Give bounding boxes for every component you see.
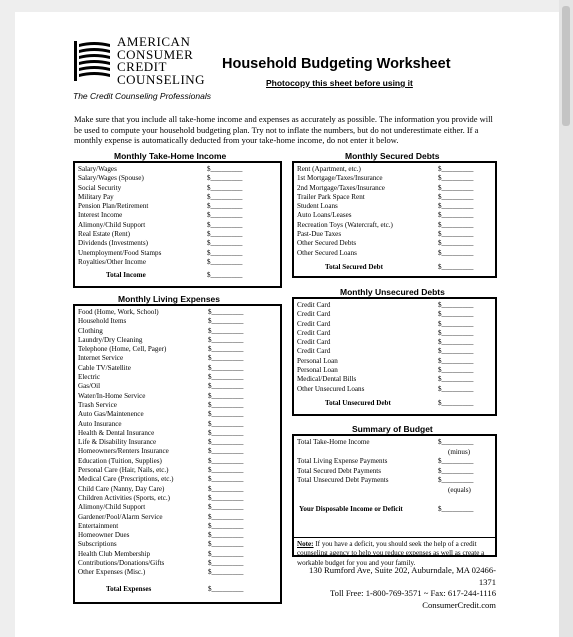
amount-blank: $_________ xyxy=(438,398,474,407)
line-item-row xyxy=(297,184,492,193)
amount-blank: $_________ xyxy=(208,419,244,428)
line-item-label: Credit Card xyxy=(297,310,331,319)
summary-rows xyxy=(297,438,492,515)
line-item-label: Auto Insurance xyxy=(78,419,122,428)
line-item-row xyxy=(78,438,277,447)
line-item-label: Salary/Wages (Spouse) xyxy=(78,174,144,183)
line-item-row xyxy=(297,174,492,183)
amount-blank: $_________ xyxy=(207,271,243,280)
line-item-label: Student Loans xyxy=(297,202,338,211)
total-label: Total Income xyxy=(106,271,146,280)
line-item-row xyxy=(78,211,277,220)
amount-blank: $_________ xyxy=(208,475,244,484)
unsecured-box xyxy=(292,297,497,416)
line-item-label: Gardener/Pool/Alarm Service xyxy=(78,512,163,521)
line-item-label: Credit Card xyxy=(297,328,331,337)
intro-paragraph: Make sure that you include all take-home income and expenses as accurately as possible. The information you provide will be used to compute your household budgeting plan. Try not to inflate the numbers, but do not underestimate either. If a monthly expense is automatically deducted from your take-home income, do not enter it below. xyxy=(74,114,493,146)
amount-blank: $_________ xyxy=(438,248,474,257)
line-item-label: Health Club Membership xyxy=(78,549,151,558)
line-item-row xyxy=(297,320,492,329)
line-item-label: Homeowners/Renters Insurance xyxy=(78,447,169,456)
total-row xyxy=(78,585,277,594)
amount-blank: $_________ xyxy=(208,456,244,465)
line-item-row xyxy=(297,211,492,220)
line-item-row xyxy=(78,327,277,336)
amount-blank: $_________ xyxy=(208,493,244,502)
line-item-label: Royalties/Other Income xyxy=(78,257,146,266)
amount-blank: $_________ xyxy=(438,438,474,446)
summary-row xyxy=(297,486,492,496)
amount-blank: $_________ xyxy=(438,476,474,484)
line-item-label: Military Pay xyxy=(78,192,114,201)
summary-minus-label: (minus) xyxy=(448,447,471,456)
line-item-label: Clothing xyxy=(78,326,103,335)
amount-blank: $_________ xyxy=(438,375,474,384)
line-item-label: Subscriptions xyxy=(78,540,117,549)
unsecured-rows xyxy=(297,301,492,408)
line-item-label: Dividends (Investments) xyxy=(78,239,148,248)
line-item-row xyxy=(78,373,277,382)
note-label: Note: xyxy=(297,540,314,548)
total-row xyxy=(78,271,277,280)
line-item-row xyxy=(78,221,277,230)
amount-blank: $_________ xyxy=(208,584,244,593)
line-item-row xyxy=(78,308,277,317)
line-item-label: Entertainment xyxy=(78,521,119,530)
summary-row xyxy=(297,457,492,467)
line-item-row xyxy=(297,329,492,338)
line-item-row xyxy=(78,410,277,419)
line-item-label: Education (Tuition, Supplies) xyxy=(78,456,162,465)
amount-blank: $_________ xyxy=(438,183,474,192)
amount-blank: $_________ xyxy=(438,319,474,328)
summary-note xyxy=(297,540,495,568)
line-item-label: Homeowner Dues xyxy=(78,531,130,540)
amount-blank: $_________ xyxy=(438,466,474,475)
amount-blank: $_________ xyxy=(207,174,243,183)
line-item-row xyxy=(78,401,277,410)
line-item-label: Trash Service xyxy=(78,400,117,409)
summary-row xyxy=(297,467,492,477)
amount-blank: $_________ xyxy=(207,165,243,173)
amount-blank: $_________ xyxy=(208,326,244,335)
line-item-label: Social Security xyxy=(78,183,122,192)
summary-take-home-label: Total Take-Home Income xyxy=(297,438,370,446)
amount-blank: $_________ xyxy=(208,308,244,316)
summary-box xyxy=(292,434,497,567)
line-item-label: Salary/Wages xyxy=(78,165,117,173)
page-subtitle: Photocopy this sheet before using it xyxy=(266,78,413,88)
line-item-label: Interest Income xyxy=(78,211,123,220)
amount-blank: $_________ xyxy=(208,317,244,326)
org-name xyxy=(117,36,205,86)
line-item-row xyxy=(78,382,277,391)
total-label: Total Expenses xyxy=(106,584,152,593)
org-tagline: The Credit Counseling Professionals xyxy=(73,91,211,101)
amount-blank: $_________ xyxy=(207,239,243,248)
amount-blank: $_________ xyxy=(208,466,244,475)
contact-address xyxy=(292,565,496,611)
summary-heading: Summary of Budget xyxy=(352,424,433,434)
line-item-row xyxy=(78,522,277,531)
amount-blank: $_________ xyxy=(208,540,244,549)
line-item-label: Contributions/Donations/Gifts xyxy=(78,559,165,568)
line-item-row xyxy=(78,317,277,326)
line-item-row xyxy=(297,249,492,258)
flag-logo-icon xyxy=(72,38,112,84)
summary-row xyxy=(297,505,492,515)
amount-blank: $_________ xyxy=(207,248,243,257)
amount-blank: $_________ xyxy=(438,366,474,375)
line-item-row xyxy=(78,475,277,484)
total-label: Total Unsecured Debt xyxy=(325,398,391,407)
line-item-label: Past-Due Taxes xyxy=(297,230,342,239)
amount-blank: $_________ xyxy=(208,484,244,493)
line-item-row xyxy=(78,457,277,466)
amount-blank: $_________ xyxy=(438,211,474,220)
amount-blank: $_________ xyxy=(438,230,474,239)
unsecured-heading: Monthly Unsecured Debts xyxy=(340,287,445,297)
line-item-row xyxy=(297,357,492,366)
line-item-row xyxy=(78,420,277,429)
total-row xyxy=(297,263,492,272)
line-item-row xyxy=(78,230,277,239)
line-item-label: Gas/Oil xyxy=(78,382,101,391)
line-item-label: Credit Card xyxy=(297,347,331,356)
amount-blank: $_________ xyxy=(207,202,243,211)
line-item-label: Child Care (Nanny, Day Care) xyxy=(78,484,165,493)
line-item-label: Medical/Dental Bills xyxy=(297,375,357,384)
line-item-row xyxy=(78,550,277,559)
amount-blank: $_________ xyxy=(208,363,244,372)
line-item-row xyxy=(78,494,277,503)
amount-blank: $_________ xyxy=(208,568,244,577)
summary-divider xyxy=(294,537,495,538)
org-line: CONSUMER xyxy=(117,46,194,62)
summary-row xyxy=(297,438,492,448)
line-item-label: Medical Care (Prescriptions, etc.) xyxy=(78,475,174,484)
living-rows xyxy=(78,308,277,594)
amount-blank: $_________ xyxy=(207,220,243,229)
line-item-label: 2nd Mortgage/Taxes/Insurance xyxy=(297,183,385,192)
line-item-label: Alimony/Child Support xyxy=(78,503,146,512)
summary-unsecured-label: Total Unsecured Debt Payments xyxy=(297,476,389,484)
line-item-label: 1st Mortgage/Taxes/Insurance xyxy=(297,174,383,183)
amount-blank: $_________ xyxy=(438,457,474,465)
org-line: CREDIT xyxy=(117,59,167,74)
amount-blank: $_________ xyxy=(207,230,243,239)
line-item-row xyxy=(297,202,492,211)
total-row xyxy=(297,399,492,408)
secured-rows xyxy=(297,165,492,272)
amount-blank: $_________ xyxy=(438,310,474,319)
line-item-label: Laundry/Dry Cleaning xyxy=(78,335,143,344)
vertical-scrollbar[interactable] xyxy=(559,0,573,637)
address-phones: Toll Free: 1-800-769-3571 ~ Fax: 617-244-1116 xyxy=(330,588,496,598)
address-web: ConsumerCredit.com xyxy=(422,599,496,610)
line-item-row xyxy=(78,447,277,456)
summary-disposable-label: Your Disposable Income or Deficit xyxy=(299,505,403,513)
line-item-row xyxy=(78,364,277,373)
amount-blank: $_________ xyxy=(208,531,244,540)
line-item-row xyxy=(297,230,492,239)
amount-blank: $_________ xyxy=(208,335,244,344)
line-item-label: Trailer Park Space Rent xyxy=(297,192,365,201)
line-item-row xyxy=(78,531,277,540)
line-item-row xyxy=(78,249,277,258)
line-item-row xyxy=(78,354,277,363)
address-street: 130 Rumford Ave, Suite 202, Auburndale, MA 02466-1371 xyxy=(309,565,496,587)
line-item-label: Food (Home, Work, School) xyxy=(78,308,159,316)
amount-blank: $_________ xyxy=(208,512,244,521)
line-item-label: Personal Care (Hair, Nails, etc.) xyxy=(78,466,169,475)
org-line: COUNSELING xyxy=(117,71,206,87)
line-item-label: Alimony/Child Support xyxy=(78,220,146,229)
amount-blank: $_________ xyxy=(208,410,244,419)
line-item-row xyxy=(297,193,492,202)
line-item-label: Credit Card xyxy=(297,319,331,328)
line-item-row xyxy=(78,165,277,174)
income-rows xyxy=(78,165,277,281)
line-item-row xyxy=(78,193,277,202)
line-item-label: Cable TV/Satellite xyxy=(78,363,131,372)
line-item-row xyxy=(78,336,277,345)
line-item-label: Rent (Apartment, etc.) xyxy=(297,165,361,173)
line-item-label: Water/In-Home Service xyxy=(78,391,146,400)
amount-blank: $_________ xyxy=(438,347,474,356)
summary-row xyxy=(297,476,492,486)
page-title: Household Budgeting Worksheet xyxy=(222,56,451,72)
line-item-label: Electric xyxy=(78,373,101,382)
line-item-label: Personal Loan xyxy=(297,356,338,365)
line-item-label: Other Secured Loans xyxy=(297,248,357,257)
amount-blank: $_________ xyxy=(438,262,474,271)
line-item-label: Credit Card xyxy=(297,338,331,347)
line-item-row xyxy=(297,385,492,394)
line-item-row xyxy=(297,366,492,375)
line-item-label: Pension Plan/Retirement xyxy=(78,202,149,211)
living-box xyxy=(73,304,282,604)
line-item-row xyxy=(78,202,277,211)
line-item-row xyxy=(78,258,277,267)
line-item-row xyxy=(78,184,277,193)
amount-blank: $_________ xyxy=(207,192,243,201)
amount-blank: $_________ xyxy=(208,549,244,558)
line-item-row xyxy=(297,347,492,356)
amount-blank: $_________ xyxy=(438,192,474,201)
amount-blank: $_________ xyxy=(438,328,474,337)
line-item-label: Recreation Toys (Watercraft, etc.) xyxy=(297,220,393,229)
total-label: Total Secured Debt xyxy=(325,262,383,271)
line-item-label: Health & Dental Insurance xyxy=(78,428,155,437)
amount-blank: $_________ xyxy=(208,503,244,512)
line-item-row xyxy=(297,375,492,384)
line-item-row xyxy=(78,174,277,183)
line-item-row xyxy=(297,221,492,230)
amount-blank: $_________ xyxy=(438,384,474,393)
amount-blank: $_________ xyxy=(438,338,474,347)
amount-blank: $_________ xyxy=(438,239,474,248)
amount-blank: $_________ xyxy=(438,220,474,229)
living-heading: Monthly Living Expenses xyxy=(118,294,221,304)
org-line: AMERICAN xyxy=(117,34,191,49)
amount-blank: $_________ xyxy=(208,354,244,363)
line-item-row xyxy=(78,392,277,401)
line-item-label: Auto Gas/Maintenence xyxy=(78,410,144,419)
secured-box xyxy=(292,161,497,278)
amount-blank: $_________ xyxy=(208,438,244,447)
line-item-row xyxy=(297,165,492,174)
line-item-row xyxy=(297,310,492,319)
line-item-row xyxy=(78,239,277,248)
amount-blank: $_________ xyxy=(207,211,243,220)
amount-blank: $_________ xyxy=(438,356,474,365)
amount-blank: $_________ xyxy=(208,373,244,382)
line-item-row xyxy=(78,540,277,549)
line-item-label: Children Activities (Sports, etc.) xyxy=(78,493,171,502)
amount-blank: $_________ xyxy=(438,202,474,211)
line-item-row xyxy=(78,429,277,438)
line-item-row xyxy=(297,239,492,248)
amount-blank: $_________ xyxy=(208,521,244,530)
line-item-row xyxy=(78,559,277,568)
summary-living-label: Total Living Expense Payments xyxy=(297,457,388,465)
line-item-label: Internet Service xyxy=(78,354,124,363)
line-item-label: Real Estate (Rent) xyxy=(78,230,131,239)
amount-blank: $_________ xyxy=(208,559,244,568)
line-item-label: Auto Loans/Leases xyxy=(297,211,352,220)
line-item-row xyxy=(78,568,277,577)
line-item-row xyxy=(297,338,492,347)
line-item-label: Unemployment/Food Stamps xyxy=(78,248,162,257)
amount-blank: $_________ xyxy=(208,428,244,437)
summary-secured-label: Total Secured Debt Payments xyxy=(297,466,382,475)
line-item-label: Household Items xyxy=(78,317,127,326)
scrollbar-thumb[interactable] xyxy=(562,6,570,126)
secured-heading: Monthly Secured Debts xyxy=(345,151,440,161)
amount-blank: $_________ xyxy=(438,301,474,309)
amount-blank: $_________ xyxy=(208,382,244,391)
line-item-label: Other Secured Debts xyxy=(297,239,357,248)
income-box xyxy=(73,161,282,288)
amount-blank: $_________ xyxy=(438,165,474,173)
amount-blank: $_________ xyxy=(208,391,244,400)
line-item-row xyxy=(78,503,277,512)
amount-blank: $_________ xyxy=(438,174,474,183)
line-item-label: Life & Disability Insurance xyxy=(78,438,157,447)
line-item-row xyxy=(78,485,277,494)
amount-blank: $_________ xyxy=(208,400,244,409)
summary-equals-label: (equals) xyxy=(448,485,471,494)
line-item-row xyxy=(297,301,492,310)
line-item-row xyxy=(78,345,277,354)
amount-blank: $_________ xyxy=(207,183,243,192)
amount-blank: $_________ xyxy=(438,505,474,513)
line-item-label: Telephone (Home, Cell, Pager) xyxy=(78,345,167,354)
note-text: If you have a deficit, you should seek the help of a credit counseling agency to help you reduce expenses as well as create a workable budget for you and your family. xyxy=(297,540,485,567)
amount-blank: $_________ xyxy=(207,257,243,266)
line-item-row xyxy=(78,513,277,522)
line-item-label: Personal Loan xyxy=(297,366,338,375)
line-item-label: Credit Card xyxy=(297,301,331,309)
income-heading: Monthly Take-Home Income xyxy=(114,151,227,161)
line-item-label: Other Expenses (Misc.) xyxy=(78,568,146,577)
amount-blank: $_________ xyxy=(208,345,244,354)
summary-row xyxy=(297,448,492,458)
line-item-label: Other Unsecured Loans xyxy=(297,384,365,393)
line-item-row xyxy=(78,466,277,475)
amount-blank: $_________ xyxy=(208,447,244,456)
